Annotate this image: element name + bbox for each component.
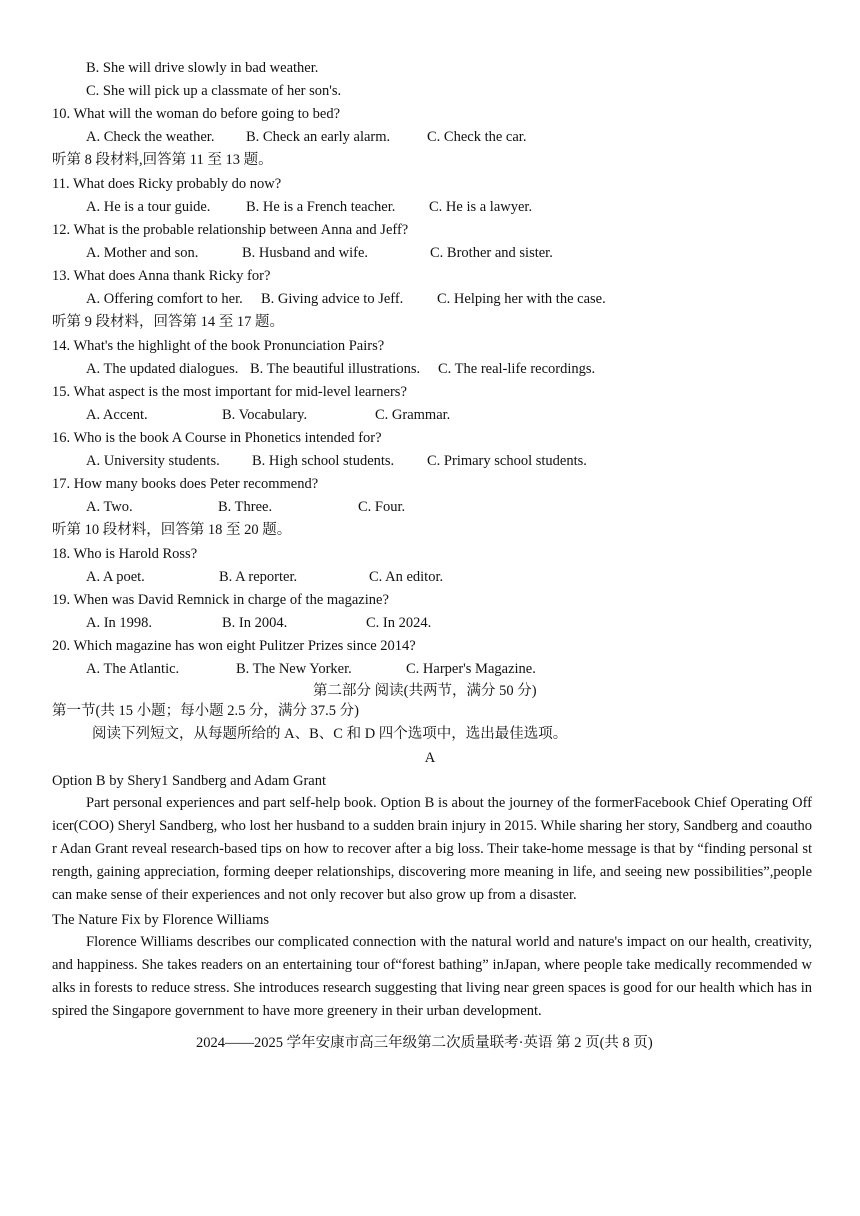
q20-option-a: A. The Atlantic. xyxy=(86,661,180,677)
book1-paragraph xyxy=(52,792,812,907)
question-20: 20. Which magazine has won eight Pulitzer Prizes since 2014? xyxy=(52,638,416,654)
question-18: 18. Who is Harold Ross? xyxy=(52,546,198,562)
q10-option-b: B. Check an early alarm. xyxy=(246,129,391,145)
q19-option-b: B. In 2004. xyxy=(222,615,288,631)
q17-option-b: B. Three. xyxy=(218,499,273,515)
q13-option-c: C. Helping her with the case. xyxy=(437,291,606,307)
q14-option-c: C. The real-life recordings. xyxy=(438,361,596,377)
book1-text: Part personal experiences and part self-help book. Option B is about the journey of the formerFacebook Chief Operating Officer(COO) Sheryl Sandberg, who lost her husband to a sudden brain injury in 2015. While sharing her story, Sandberg and coauthor Adan Grant reveal research-based tips on how to recover after a big loss. Their take-home message is that by “finding personal strength, gaining appreciation, forming deeper relationships, discovering more meaning in life, and seeing new possibilities”,people can make sense of their experiences and not only recover but also grow up from a disaster. xyxy=(52,795,812,903)
q18-option-b: B. A reporter. xyxy=(219,569,298,585)
section-8-heading: 听第 8 段材料,回答第 11 至 13 题。 xyxy=(52,152,273,168)
q9-option-b: B. She will drive slowly in bad weather. xyxy=(86,60,319,76)
q16-option-a: A. University students. xyxy=(86,453,220,469)
question-12: 12. What is the probable relationship between Anna and Jeff? xyxy=(52,222,409,238)
q15-option-c: C. Grammar. xyxy=(375,407,451,423)
q18-option-a: A. A poet. xyxy=(86,569,145,585)
q17-option-c: C. Four. xyxy=(358,499,406,515)
q20-option-c: C. Harper's Magazine. xyxy=(406,661,536,677)
part-two-title: 第二部分 阅读(共两节，满分 50 分) xyxy=(313,683,537,699)
q16-option-b: B. High school students. xyxy=(252,453,395,469)
book1-title: Option B by Shery1 Sandberg and Adam Grant xyxy=(52,773,326,789)
book2-text: Florence Williams describes our complicated connection with the natural world and nature's impact on our health, creativity, and happiness. She takes readers on an entertaining tour of“forest bathing” inJapan, where people take medically recommended walks in forests to reduce stress. She introduces research suggesting that living near green spaces is good for our health which has inspired the Singapore government to have more greenery in their urban development. xyxy=(52,934,812,1019)
book2-paragraph xyxy=(52,931,812,1023)
q18-option-c: C. An editor. xyxy=(369,569,444,585)
q19-option-a: A. In 1998. xyxy=(86,615,153,631)
q11-option-a: A. He is a tour guide. xyxy=(86,199,211,215)
question-17: 17. How many books does Peter recommend? xyxy=(52,476,319,492)
q13-option-a: A. Offering comfort to her. xyxy=(86,291,243,307)
q12-option-c: C. Brother and sister. xyxy=(430,245,553,261)
section-9-heading: 听第 9 段材料，回答第 14 至 17 题。 xyxy=(52,314,284,330)
question-13: 13. What does Anna thank Ricky for? xyxy=(52,268,271,284)
q15-option-b: B. Vocabulary. xyxy=(222,407,308,423)
question-14: 14. What's the highlight of the book Pronunciation Pairs? xyxy=(52,338,385,354)
q10-option-c: C. Check the car. xyxy=(427,129,527,145)
reading-instruction: 阅读下列短文，从每题所给的 A、B、C 和 D 四个选项中，选出最佳选项。 xyxy=(92,726,568,742)
passage-letter: A xyxy=(424,750,436,766)
q10-option-a: A. Check the weather. xyxy=(86,129,215,145)
q13-option-b: B. Giving advice to Jeff. xyxy=(261,291,404,307)
book2-title: The Nature Fix by Florence Williams xyxy=(52,912,270,928)
section-10-heading: 听第 10 段材料，回答第 18 至 20 题。 xyxy=(52,522,292,538)
q12-option-a: A. Mother and son. xyxy=(86,245,199,261)
q17-option-a: A. Two. xyxy=(86,499,133,515)
q20-option-b: B. The New Yorker. xyxy=(236,661,352,677)
q14-option-a: A. The updated dialogues. xyxy=(86,361,239,377)
question-11: 11. What does Ricky probably do now? xyxy=(52,176,282,192)
question-15: 15. What aspect is the most important for mid-level learners? xyxy=(52,384,407,400)
page-footer: 2024——2025 学年安康市高三年级第二次质量联考·英语 第 2 页(共 8 页) xyxy=(196,1035,653,1051)
q15-option-a: A. Accent. xyxy=(86,407,148,423)
q9-option-c: C. She will pick up a classmate of her son's. xyxy=(86,83,342,99)
question-10: 10. What will the woman do before going to bed? xyxy=(52,106,341,122)
q12-option-b: B. Husband and wife. xyxy=(242,245,369,261)
question-19: 19. When was David Remnick in charge of the magazine? xyxy=(52,592,389,608)
q16-option-c: C. Primary school students. xyxy=(427,453,587,469)
q11-option-c: C. He is a lawyer. xyxy=(429,199,533,215)
q19-option-c: C. In 2024. xyxy=(366,615,432,631)
q14-option-b: B. The beautiful illustrations. xyxy=(250,361,421,377)
q11-option-b: B. He is a French teacher. xyxy=(246,199,396,215)
section-one-heading: 第一节(共 15 小题；每小题 2.5 分，满分 37.5 分) xyxy=(52,703,359,719)
question-16: 16. Who is the book A Course in Phonetics intended for? xyxy=(52,430,382,446)
